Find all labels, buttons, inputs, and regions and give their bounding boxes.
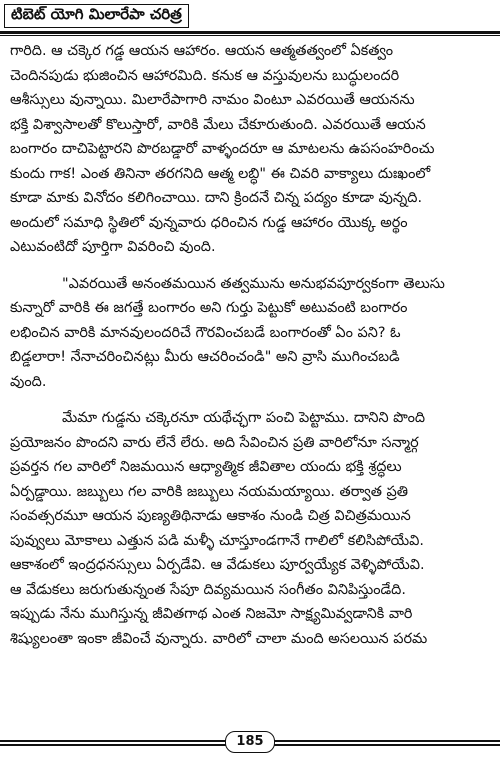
text-line: పువ్వులు మోకాలు ఎత్తున పడి మళ్ళీ చూస్తూండగానే గాలిలో కలిసిపోయేవి. [10,532,424,549]
text-line: శిష్యులంతా ఇంకా జీవించే వున్నారు. వారిలో చాలా మంది అసలయిన పరమ [10,630,428,647]
text-line: ఆ వేడుకలు జరుగుతున్నంత సేపూ దివ్యమయిన సంగీతం వినిపిస్తుండేది. [10,581,406,598]
page-footer [0,730,500,754]
text-line: సంవత్సరమూ ఆయన పుణ్యతిథినాడు ఆకాశం నుండి చిత్ర విచిత్రమయిన [10,508,411,524]
paragraph [10,272,492,395]
text-line: లభించిన వారికి మానవులందరిచే గౌరవించబడే బంగారంతో ఏం పని? ఓ [10,324,401,341]
text-line: మేమా గుడ్డను చక్కెరనూ యథేచ్ఛగా పంచి పెట్టాము. దానిని పొంది [62,410,426,426]
book-title: టిబెట్ యోగి మిలారేపా చరిత్ర [4,4,189,28]
text-line: కున్నారో వారికి ఈ జగత్తే బంగారం అని గుర్తు పెట్టుకో అటువంటి బంగారం [10,300,408,316]
text-line: బంగారం దాచిపెట్టారని పొరబడ్డారో వాళ్ళందరూ ఆ మాటలను ఉపసంహరించు [10,141,435,157]
text-line: కుందు గాక! ఎంత తినినా తరగనిది ఆత్మ లబ్ధి" ఈ చివరి వాక్యాలు దుఃఖంలో [10,165,431,182]
text-line: ప్రవర్తన గల వారిలో నిజమయిన ఆధ్యాత్మిక జీవితాల యందు భక్తి శ్రద్ధలు [10,459,402,475]
paragraph [10,39,492,260]
page-number: 185 [225,731,275,753]
text-line: కూడా మాకు వినోదం కలిగించాయి. దాని క్రిందనే చిన్న పద్యం కూడా వున్నది. [10,190,423,206]
body-text [10,39,492,651]
header-rule [0,31,500,34]
text-line: బిడ్డలారా! నేనాచరించినట్లు మీరు ఆచరించండి" అని వ్రాసి ముగించబడి [10,349,400,365]
text-line: ఏర్పడ్డాయి. జబ్బులు గల వారికి జబ్బులు నయమయ్యాయి. తర్వాత ప్రతి [10,483,409,500]
text-line: అందులో సమాధి స్థితిలో వున్నవారు ధరించిన గుడ్డ ఆహారం యొక్క అర్థం [10,214,408,231]
text-line: గారిది. ఆ చక్కెర గడ్డ ఆయన ఆహారం. ఆయన ఆత్మతత్వంలో ఏకత్వం [10,43,393,59]
text-line: ప్రయోజనం పొందని వారు లేనే లేరు. అది సేవించిన ప్రతి వారిలోనూ సన్మార్గ [10,434,419,451]
text-line: ఎటువంటిదో పూర్తిగా వివరించి వుంది. [10,239,216,255]
running-header [4,4,189,28]
text-line: ఆకాశంలో ఇంద్రధనస్సులు ఏర్పడేవి. ఆ వేడుకలు పూర్వయ్యేక వెళ్ళిపోయేవి. [10,557,425,573]
text-line: ఇప్పుడు నేను ముగిస్తున్న జీవితగాథ ఎంత నిజమో సాక్ష్యమివ్వడానికి వారి [10,606,413,622]
text-line: ఆశీస్సులు వున్నాయి. మిలారేపాగారి నామం వింటూ ఎవరయితే ఆయనను [10,92,415,108]
header-rule-thin [0,35,500,36]
text-line: భక్తి విశ్వాసాలతో కొలుస్తారో, వారికి మేలు చేకూరుతుంది. ఎవరయితే ఆయన [10,116,426,133]
text-line: "ఎవరయితే అనంతమయిన తత్వమును అనుభవపూర్వకంగా తెలుసు [62,275,445,292]
text-line: చెందినపుడు భుజించిన ఆహారమిది. కనుక ఆ వస్తువులను బుద్ధులందరి [10,67,400,84]
paragraph [10,406,492,651]
text-line: వుంది. [10,373,47,390]
